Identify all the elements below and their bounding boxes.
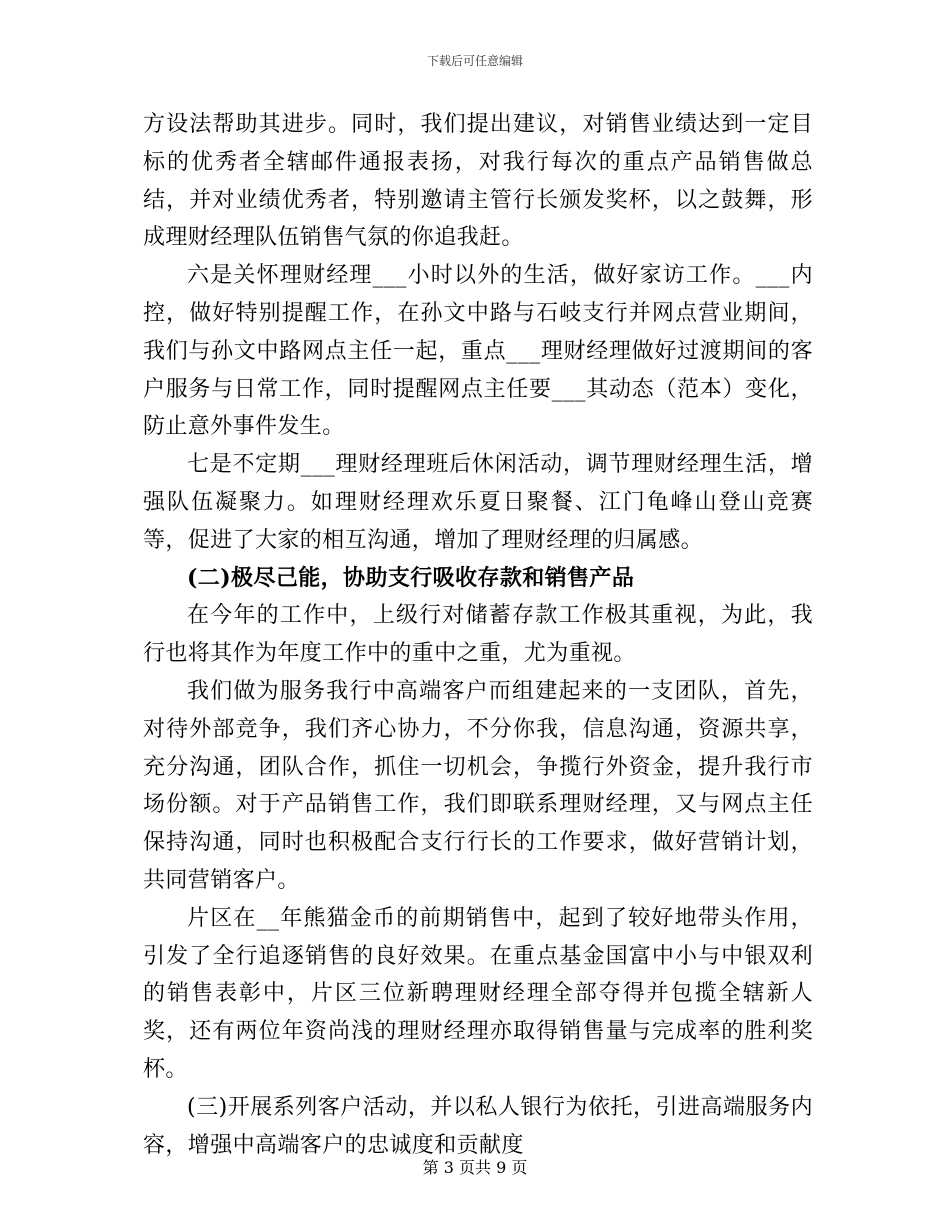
paragraph-deposit-priority: 在今年的工作中，上级行对储蓄存款工作极其重视，为此，我行也将其作为年度工作中的重中之重，尤为重视。 — [143, 603, 813, 667]
section-heading-two: (二)极尽己能，协助支行吸收存款和销售产品 — [187, 564, 635, 591]
paragraph-team-cooperation: 我们做为服务我行中高端客户而组建起来的一支团队，首先，对待外部竞争，我们齐心协力，不分你我，信息沟通，资源共享，充分沟通，团队合作，抓住一切机会，争揽行外资金，提升我行市场份额。对于产品销售工作，我们即联系理财经理，又与网点主任保持沟通，同时也积极配合支行行长的工作要求，做好营销计划，共同营销客户。 — [143, 678, 813, 893]
paragraph-sales-results: 片区在__年熊猫金币的前期销售中，起到了较好地带头作用，引发了全行追逐销售的良好效果。在重点基金国富中小与中银双利的销售表彰中，片区三位新聘理财经理全部夺得并包揽全辖新人奖，还有两位年资尚浅的理财经理亦取得销售量与完成率的胜利奖杯。 — [143, 905, 813, 1082]
section-heading-three: (三)开展系列客户活动，并以私人银行为依托，引进高端服务内容，增强中高端客户的忠诚度和贡献度 — [143, 1094, 813, 1158]
paragraph-item-seven: 七是不定期___理财经理班后休闲活动，调节理财经理生活，增强队伍凝聚力。如理财经理欢乐夏日聚餐、江门龟峰山登山竞赛等，促进了大家的相互沟通，增加了理财经理的归属感。 — [143, 452, 813, 553]
document-body — [143, 106, 813, 1164]
page-number: 第 3 页共 9 页 — [422, 1158, 528, 1177]
paragraph-item-six: 六是关怀理财经理___小时以外的生活，做好家访工作。___内控，做好特别提醒工作，在孙文中路与石岐支行并网点营业期间，我们与孙文中路网点主任一起，重点___理财经理做好过渡期间的客户服务与日常工作，同时提醒网点主任要___其动态（范本）变化，防止意外事件发生。 — [143, 263, 813, 440]
page-header: 下载后可任意编辑 — [426, 54, 523, 68]
paragraph-continuation: 方设法帮助其进步。同时，我们提出建议，对销售业绩达到一定目标的优秀者全辖邮件通报表扬，对我行每次的重点产品销售做总结，并对业绩优秀者，特别邀请主管行长颁发奖杯，以之鼓舞，形成理财经理队伍销售气氛的你追我赶。 — [143, 112, 813, 251]
